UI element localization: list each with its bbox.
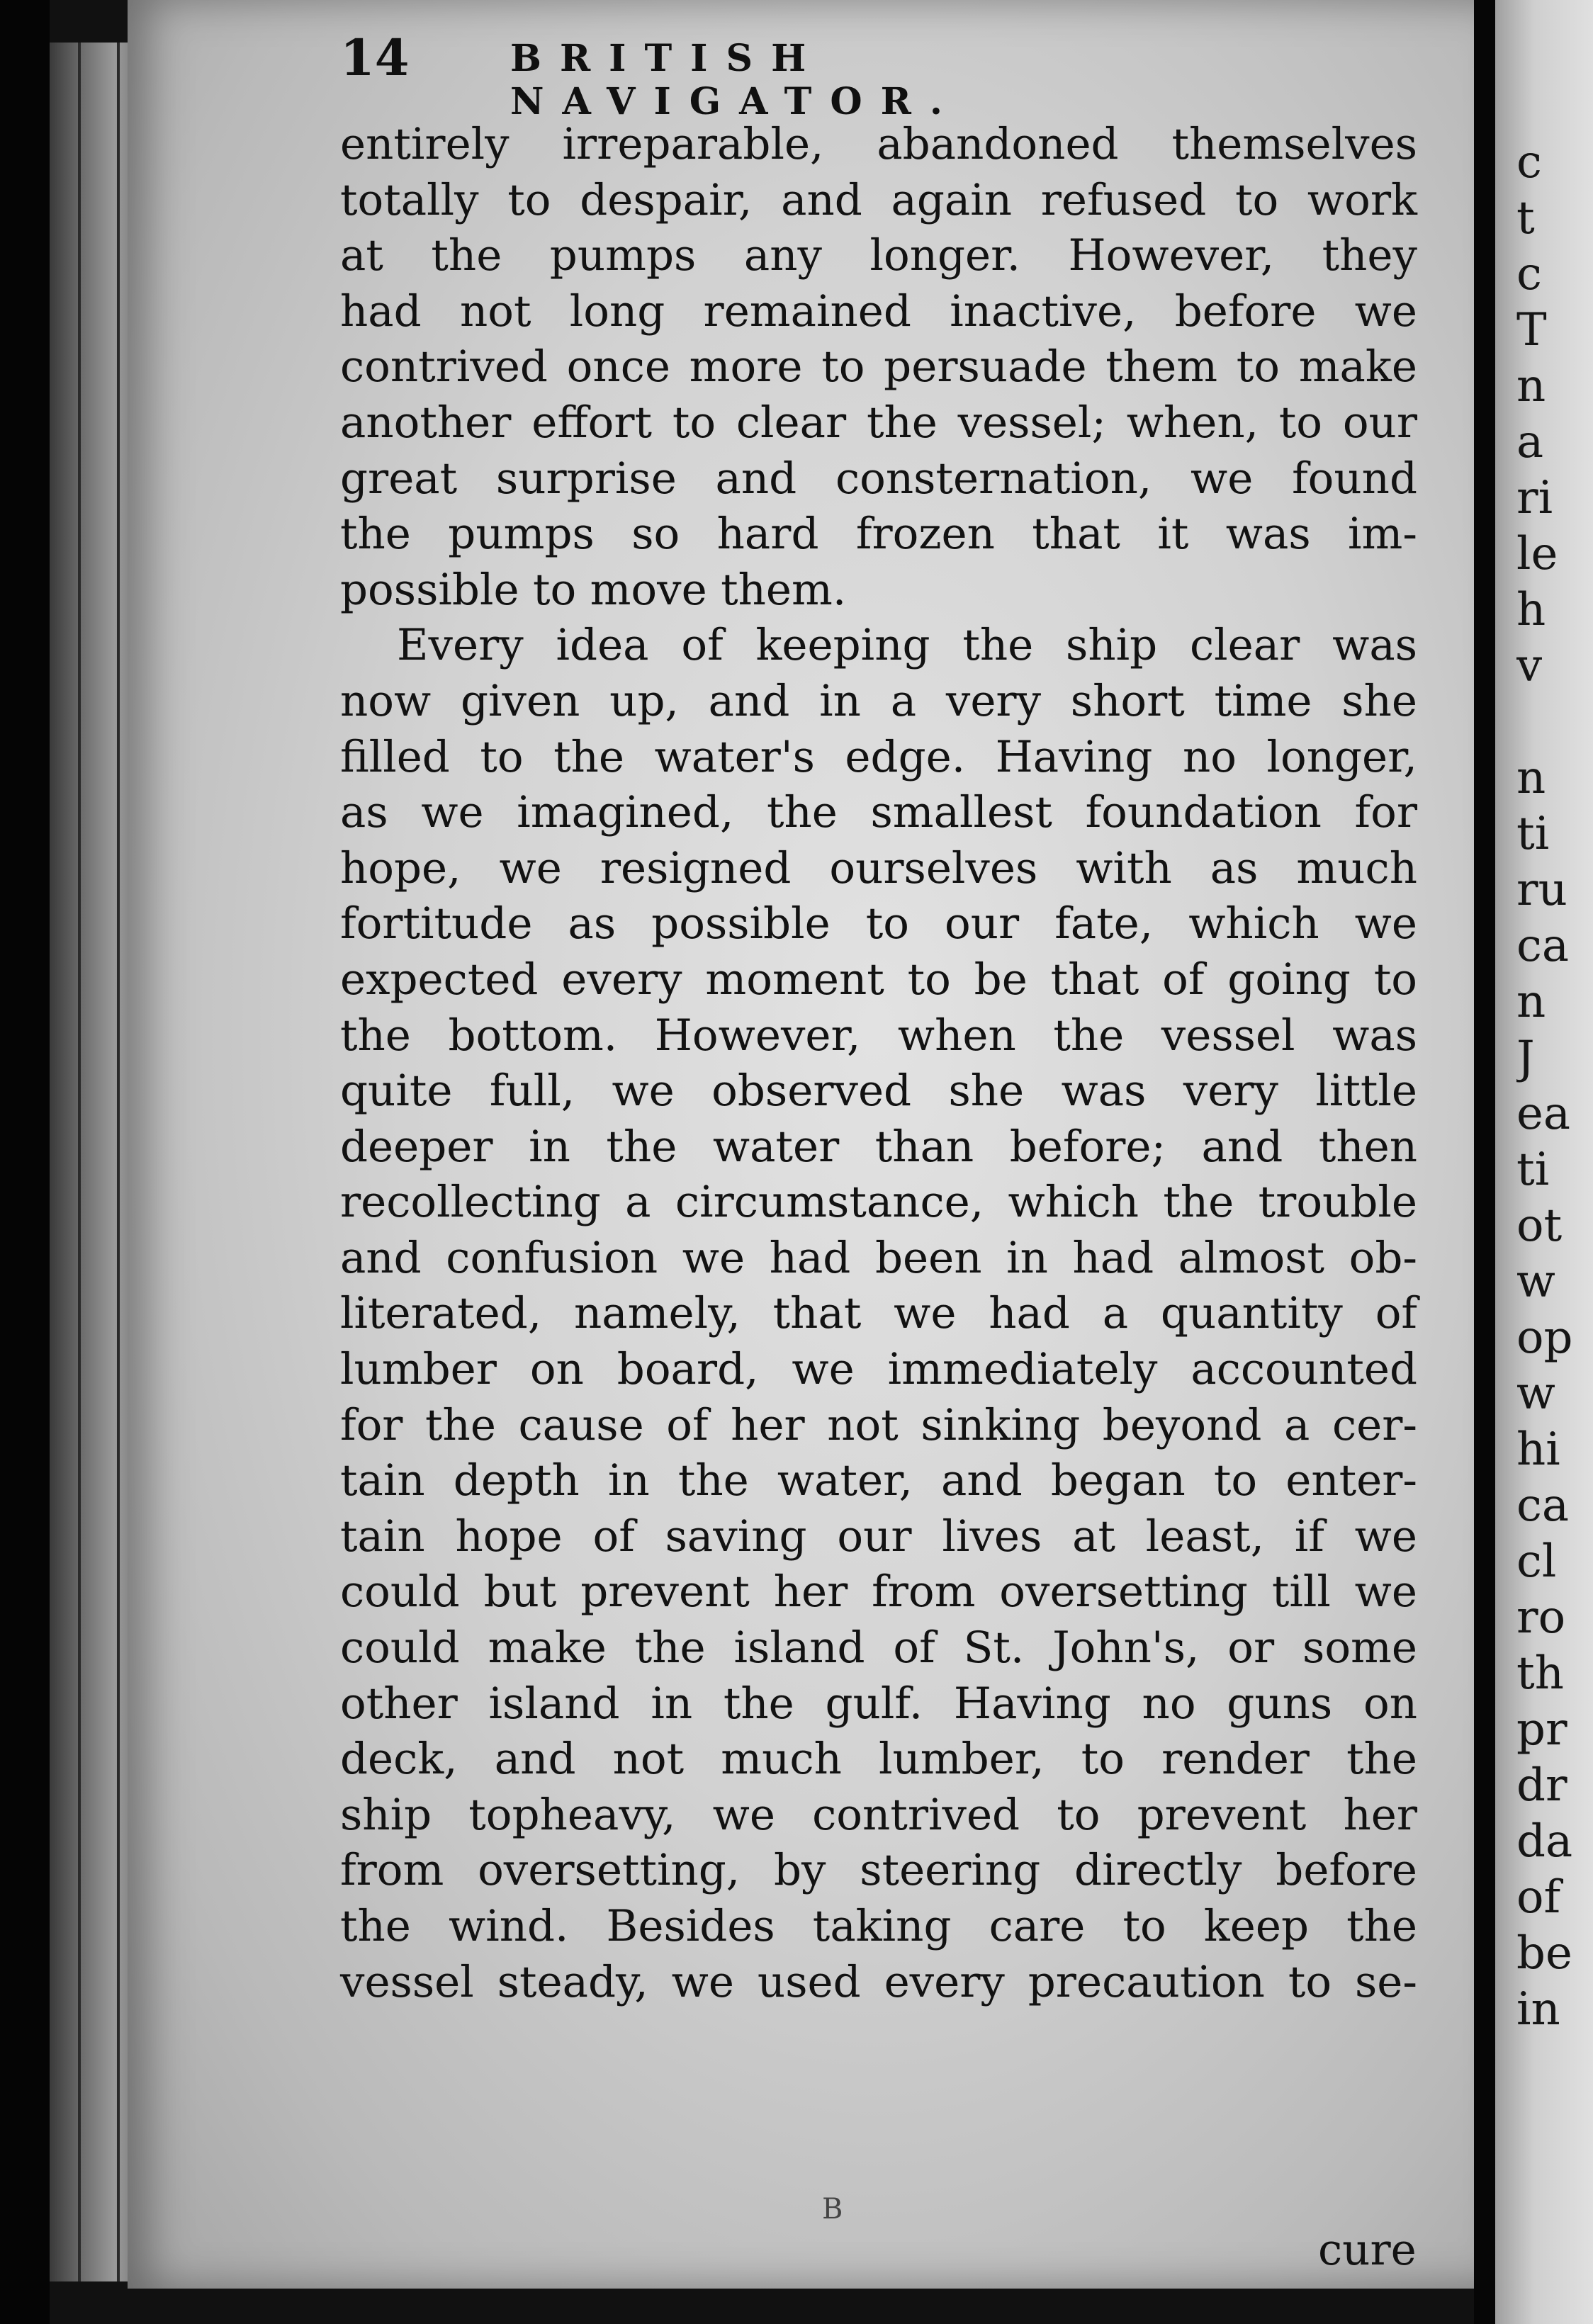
facing-fragment: c: [1516, 136, 1542, 188]
text-line: recollecting a circumstance, which the trouble: [340, 1177, 1417, 1228]
text-line: contrived once more to persuade them to make: [340, 342, 1417, 393]
text-line: totally to despair, and again refused to work: [340, 174, 1417, 225]
text-line: lumber on board, we immediately accounted: [340, 1344, 1417, 1395]
facing-fragment: op: [1516, 1312, 1573, 1364]
facing-fragment: dr: [1516, 1759, 1567, 1812]
text-line: as we imagined, the smallest foundation for: [340, 787, 1417, 838]
text-line: Every idea of keeping the ship clear was: [397, 620, 1417, 671]
text-line: the bottom. However, when the vessel was: [340, 1010, 1417, 1061]
text-line: entirely irreparable, abandoned themselves: [340, 119, 1417, 169]
running-title: BRITISH NAVIGATOR.: [510, 37, 961, 123]
text-line: and confusion we had been in had almost ob-: [340, 1232, 1417, 1283]
facing-fragment: w: [1516, 1367, 1555, 1420]
facing-fragment: [1516, 694, 1593, 750]
facing-fragment: le: [1516, 528, 1558, 580]
facing-fragment: ti: [1516, 1144, 1550, 1196]
text-line: could but prevent her from oversetting till we: [340, 1567, 1417, 1618]
facing-fragment: t: [1516, 192, 1535, 244]
facing-fragment: ca: [1516, 920, 1569, 972]
facing-fragment: ea: [1516, 1088, 1571, 1140]
facing-fragment: be: [1516, 1927, 1572, 1980]
facing-fragment: hi: [1516, 1423, 1560, 1476]
scan-margin-left: [0, 0, 50, 2324]
facing-page-text: [1516, 135, 1593, 2038]
text-line: expected every moment to be that of going to: [340, 954, 1417, 1005]
facing-fragment: ti: [1516, 808, 1550, 860]
facing-fragment: of: [1516, 1871, 1561, 1924]
text-line: tain depth in the water, and began to enter-: [340, 1455, 1417, 1506]
text-line: now given up, and in a very short time she: [340, 675, 1417, 726]
text-line: the pumps so hard frozen that it was im-: [340, 509, 1417, 560]
facing-fragment: w: [1516, 1256, 1555, 1308]
text-line: had not long remained inactive, before we: [340, 286, 1417, 337]
facing-fragment: ca: [1516, 1479, 1569, 1532]
facing-fragment: ro: [1516, 1591, 1566, 1644]
text-line: at the pumps any longer. However, they: [340, 230, 1417, 281]
facing-fragment: v: [1516, 640, 1543, 692]
text-line: filled to the water's edge. Having no longer,: [340, 731, 1417, 782]
text-line: deeper in the water than before; and then: [340, 1121, 1417, 1172]
facing-fragment: c: [1516, 248, 1542, 300]
text-line: tain hope of saving our lives at least, if we: [340, 1511, 1417, 1562]
facing-fragment: h: [1516, 584, 1546, 636]
body-text: [340, 117, 1417, 2010]
text-line: fortitude as possible to our fate, which we: [340, 898, 1417, 949]
page-number: 14: [340, 28, 410, 87]
running-head: [340, 28, 1261, 123]
text-line: from oversetting, by steering directly before: [340, 1845, 1417, 1896]
facing-fragment: pr: [1516, 1703, 1567, 1756]
facing-fragment: ri: [1516, 472, 1553, 524]
text-line: vessel steady, we used every precaution to se-: [340, 1956, 1417, 2007]
text-line: ship topheavy, we contrived to prevent her: [340, 1789, 1417, 1840]
facing-fragment: da: [1516, 1815, 1573, 1868]
facing-fragment: T: [1516, 304, 1547, 356]
text-line: quite full, we observed she was very little: [340, 1066, 1417, 1117]
text-line: the wind. Besides taking care to keep the: [340, 1901, 1417, 1951]
facing-fragment: a: [1516, 416, 1544, 468]
facing-fragment: ru: [1516, 864, 1567, 916]
signature-mark: B: [822, 2193, 843, 2226]
text-line: literated, namely, that we had a quantity of: [340, 1288, 1417, 1339]
text-line: for the cause of her not sinking beyond a cer-: [340, 1399, 1417, 1450]
facing-fragment: ot: [1516, 1200, 1563, 1252]
facing-fragment: th: [1516, 1647, 1564, 1700]
text-line: other island in the gulf. Having no guns on: [340, 1678, 1417, 1729]
text-line: hope, we resigned ourselves with as much: [340, 842, 1417, 893]
text-line: possible to move them.: [340, 564, 847, 615]
facing-fragment: n: [1516, 976, 1546, 1028]
text-line: deck, and not much lumber, to render the: [340, 1734, 1417, 1785]
facing-fragment: cl: [1516, 1535, 1557, 1588]
text-line: could make the island of St. John's, or some: [340, 1623, 1417, 1674]
text-line: another effort to clear the vessel; when, to our: [340, 397, 1417, 448]
facing-fragment: in: [1516, 1983, 1560, 2036]
facing-fragment: n: [1516, 360, 1546, 412]
facing-fragment: n: [1516, 752, 1546, 804]
catchword: cure: [1318, 2225, 1417, 2275]
text-line: great surprise and consternation, we found: [340, 453, 1417, 504]
facing-fragment: J: [1516, 1032, 1535, 1084]
